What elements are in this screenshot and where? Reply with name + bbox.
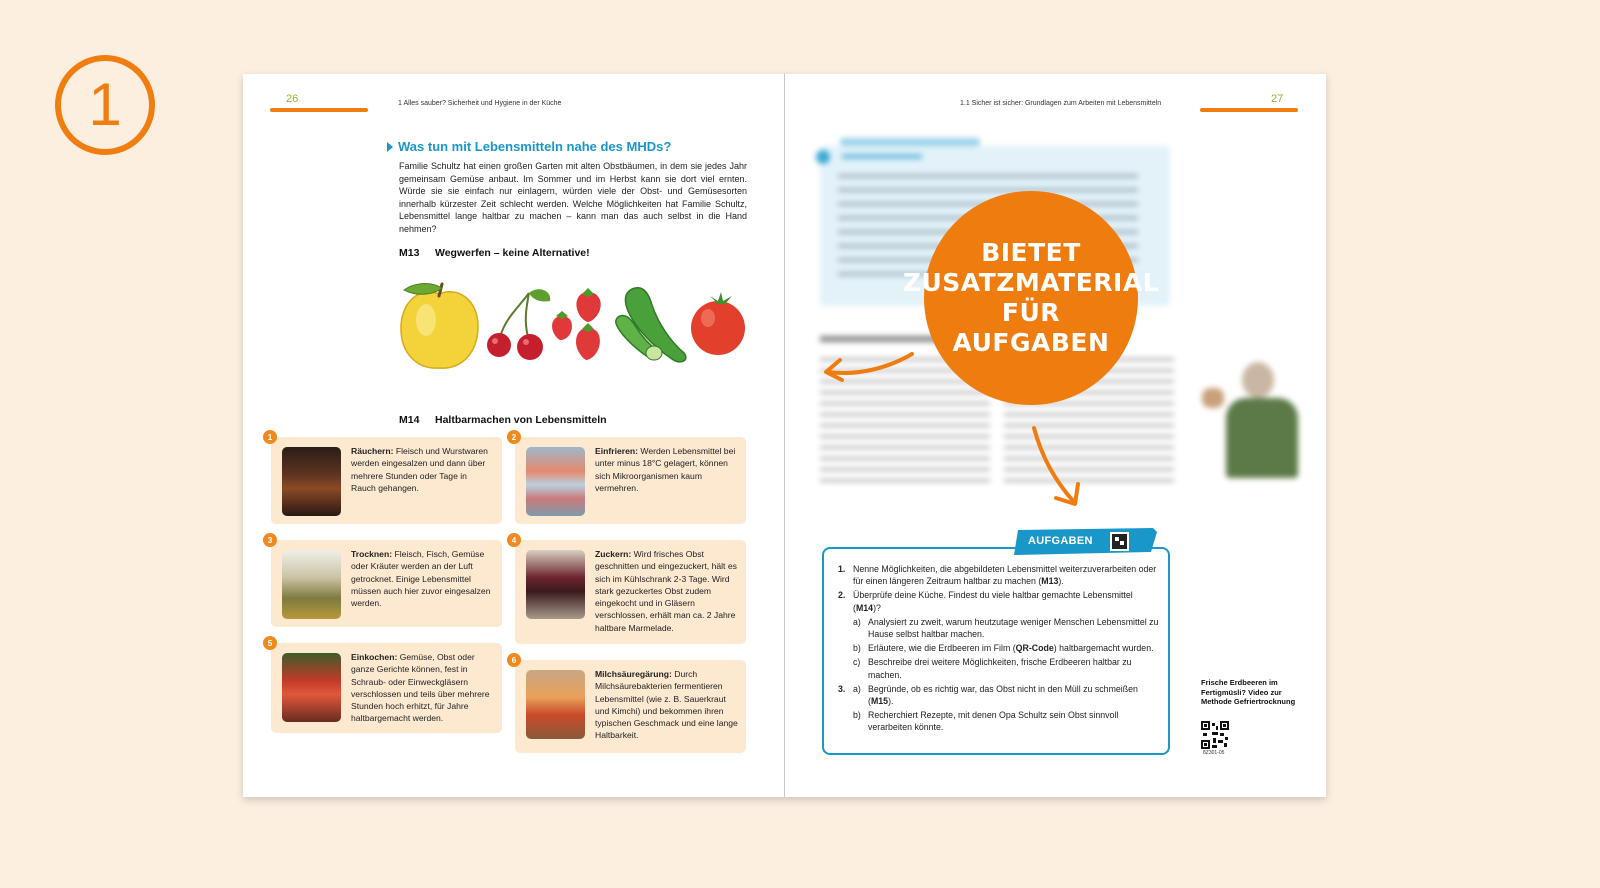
qr-code-id: 8Z301-05 xyxy=(1203,750,1225,756)
card-raeuchern xyxy=(267,432,502,524)
apple-illustration xyxy=(398,280,480,372)
tomato-illustration xyxy=(688,290,748,356)
card-number: 1 xyxy=(263,430,277,444)
task-text: Begründe, ob es richtig war, das Obst nicht in den Müll zu schmeißen (M15). xyxy=(868,683,1138,707)
callout-line-2: ZUSATZMATERIAL xyxy=(902,268,1160,297)
m13-heading xyxy=(399,247,590,259)
card-text: Werden Lebensmittel bei unter minus 18°C gelagert, können sich Mikroorganismen kaum vermehren. xyxy=(595,446,736,493)
card-text: Wird frisches Obst geschnitten und eingezuckert, hält es sich im Kühlschrank 2-3 Tage. Wird stark gezuckertes Obst zudem eingekocht und in Gläsern verschlossen, erhält man ca. 2 Jahre haltbare Marmelade. xyxy=(595,549,737,633)
card-term: Zuckern: xyxy=(595,549,632,559)
card-zuckern xyxy=(511,535,746,644)
card-number: 3 xyxy=(263,533,277,547)
qr-note: Frische Erdbeeren im Fertigmüsli? Video zur Methode Gefriertrocknung xyxy=(1201,678,1296,706)
task-3a xyxy=(838,683,1163,707)
freezer-photo xyxy=(526,447,585,516)
task-text: Beschreibe drei weitere Möglichkeiten, frische Erdbeeren haltbar zu machen. xyxy=(868,657,1132,680)
preserving-jars-photo xyxy=(282,653,341,722)
qr-code-icon[interactable] xyxy=(1201,721,1229,749)
book-spine xyxy=(784,74,785,797)
page-number-left: 26 xyxy=(286,93,299,105)
callout-line-3: FÜR AUFGABEN xyxy=(952,298,1110,357)
page-bar-right xyxy=(1200,108,1298,112)
card-text: Fleisch und Wurstwaren werden eingesalzen und dann über mehrere Stunden oder Tage in Rauch gehangen. xyxy=(351,446,488,493)
task-sub-label: b) xyxy=(853,710,861,721)
arrow-left-icon xyxy=(818,346,918,386)
card-term: Milchsäuregärung: xyxy=(595,669,672,679)
page-number-right: 27 xyxy=(1271,93,1284,105)
card-einkochen xyxy=(267,638,502,733)
card-milchsaeuregaerung xyxy=(511,655,746,753)
task-number: 2. xyxy=(838,590,846,601)
task-1 xyxy=(838,563,1163,587)
task-text: Erläutere, wie die Erdbeeren im Film (QR-Code) haltbargemacht wurden. xyxy=(868,643,1154,654)
task-sub-label: a) xyxy=(853,683,861,694)
section-title-text: Was tun mit Lebensmitteln nahe des MHDs? xyxy=(398,139,672,154)
task-text: Nenne Möglichkeiten, die abgebildeten Lebensmittel weiterzuverarbeiten oder für einen längeren Zeitraum haltbar zu machen (M13). xyxy=(853,564,1157,587)
task-sub-label: a) xyxy=(853,616,861,627)
smoked-meat-photo xyxy=(282,447,341,516)
jam-making-photo xyxy=(526,550,585,619)
tasks-label: AUFGABEN xyxy=(1028,535,1093,547)
card-einfrieren xyxy=(511,432,746,524)
task-number: 1. xyxy=(838,564,846,574)
m13-title: Wegwerfen – keine Alternative! xyxy=(435,247,590,259)
task-text: Überprüfe deine Küche. Findest du viele haltbar gemachte Lebensmittel (M14)? xyxy=(853,590,1133,613)
intro-paragraph: Familie Schultz hat einen großen Garten mit alten Obstbäumen, in dem sie jedes Jahr gemeinsam Gemüse anbaut. Im Sommer und im Herbst kann sie dort viel ernten. Würde sie sie einfach nur einlagern, würden viele der Obst- und Gemüsesorten innerhalb kürzester Zeit schlecht werden. Welche Möglichkeiten hat Familie Schultz, Lebensmittel lange haltbar zu machen – kann man das auch selbst in die Hand nehmen? xyxy=(399,161,747,234)
tasks-list xyxy=(838,563,1163,736)
card-number: 4 xyxy=(507,533,521,547)
card-term: Einkochen: xyxy=(351,652,398,662)
card-text: Durch Milchsäurebakterien fermentieren Lebensmittel (wie z. B. Sauerkraut und Kimchi) und bekommen ihren typischen Geschmack und eine lange Haltbarkeit. xyxy=(595,669,738,741)
task-2 xyxy=(838,589,1163,613)
section-title xyxy=(387,139,671,154)
strawberries-illustration xyxy=(550,288,606,363)
task-2c xyxy=(838,656,1163,680)
m13-code: M13 xyxy=(399,247,420,259)
task-text: Analysiert zu zweit, warum heutzutage weniger Menschen Lebensmittel zu Hause selbst haltbar machen. xyxy=(868,616,1159,640)
running-head-left: 1 Alles sauber? Sicherheit und Hygiene in der Küche xyxy=(398,100,562,107)
task-2b xyxy=(838,642,1163,654)
card-term: Trocknen: xyxy=(351,549,393,559)
card-number: 2 xyxy=(507,430,521,444)
task-2a xyxy=(838,616,1163,640)
title-arrow-icon xyxy=(387,142,393,152)
task-text: Recherchiert Rezepte, mit denen Opa Schultz sein Obst sinnvoll verarbeiten könnte. xyxy=(868,710,1119,733)
step-number-badge: 1 xyxy=(55,55,155,155)
m14-heading xyxy=(399,414,607,426)
card-text: Fleisch, Fisch, Gemüse oder Kräuter werden an der Luft getrocknet. Einige Lebensmittel müssen auch hier zuvor eingesalzen werden. xyxy=(351,549,491,609)
m14-code: M14 xyxy=(399,414,420,426)
callout-line-1: BIETET xyxy=(981,238,1081,267)
cucumbers-illustration xyxy=(612,283,690,365)
m14-title: Haltbarmachen von Lebensmitteln xyxy=(435,414,607,426)
blurred-grandpa-illustration xyxy=(1196,358,1300,480)
task-sub-label: b) xyxy=(853,643,861,654)
running-head-right: 1.1 Sicher ist sicher: Grundlagen zum Arbeiten mit Lebensmitteln xyxy=(960,100,1162,107)
card-text: Gemüse, Obst oder ganze Gerichte können, fest in Schraub- oder Einweckgläsern verschlossen und teils über mehrere Stunden hoch erhitzt, für Jahre haltbargemacht werden. xyxy=(351,652,490,724)
task-3b xyxy=(838,709,1163,733)
card-number: 5 xyxy=(263,636,277,650)
page-bar-left xyxy=(270,108,368,112)
arrow-down-icon xyxy=(1028,422,1088,512)
card-trocknen xyxy=(267,535,502,627)
kimchi-jar-photo xyxy=(526,670,585,739)
card-term: Räuchern: xyxy=(351,446,394,456)
cherries-illustration xyxy=(484,287,554,362)
task-sub-label: c) xyxy=(853,657,861,668)
dried-herbs-photo xyxy=(282,550,341,619)
callout-circle xyxy=(902,191,1160,405)
task-number: 3. xyxy=(838,683,846,694)
card-term: Einfrieren: xyxy=(595,446,638,456)
card-number: 6 xyxy=(507,653,521,667)
